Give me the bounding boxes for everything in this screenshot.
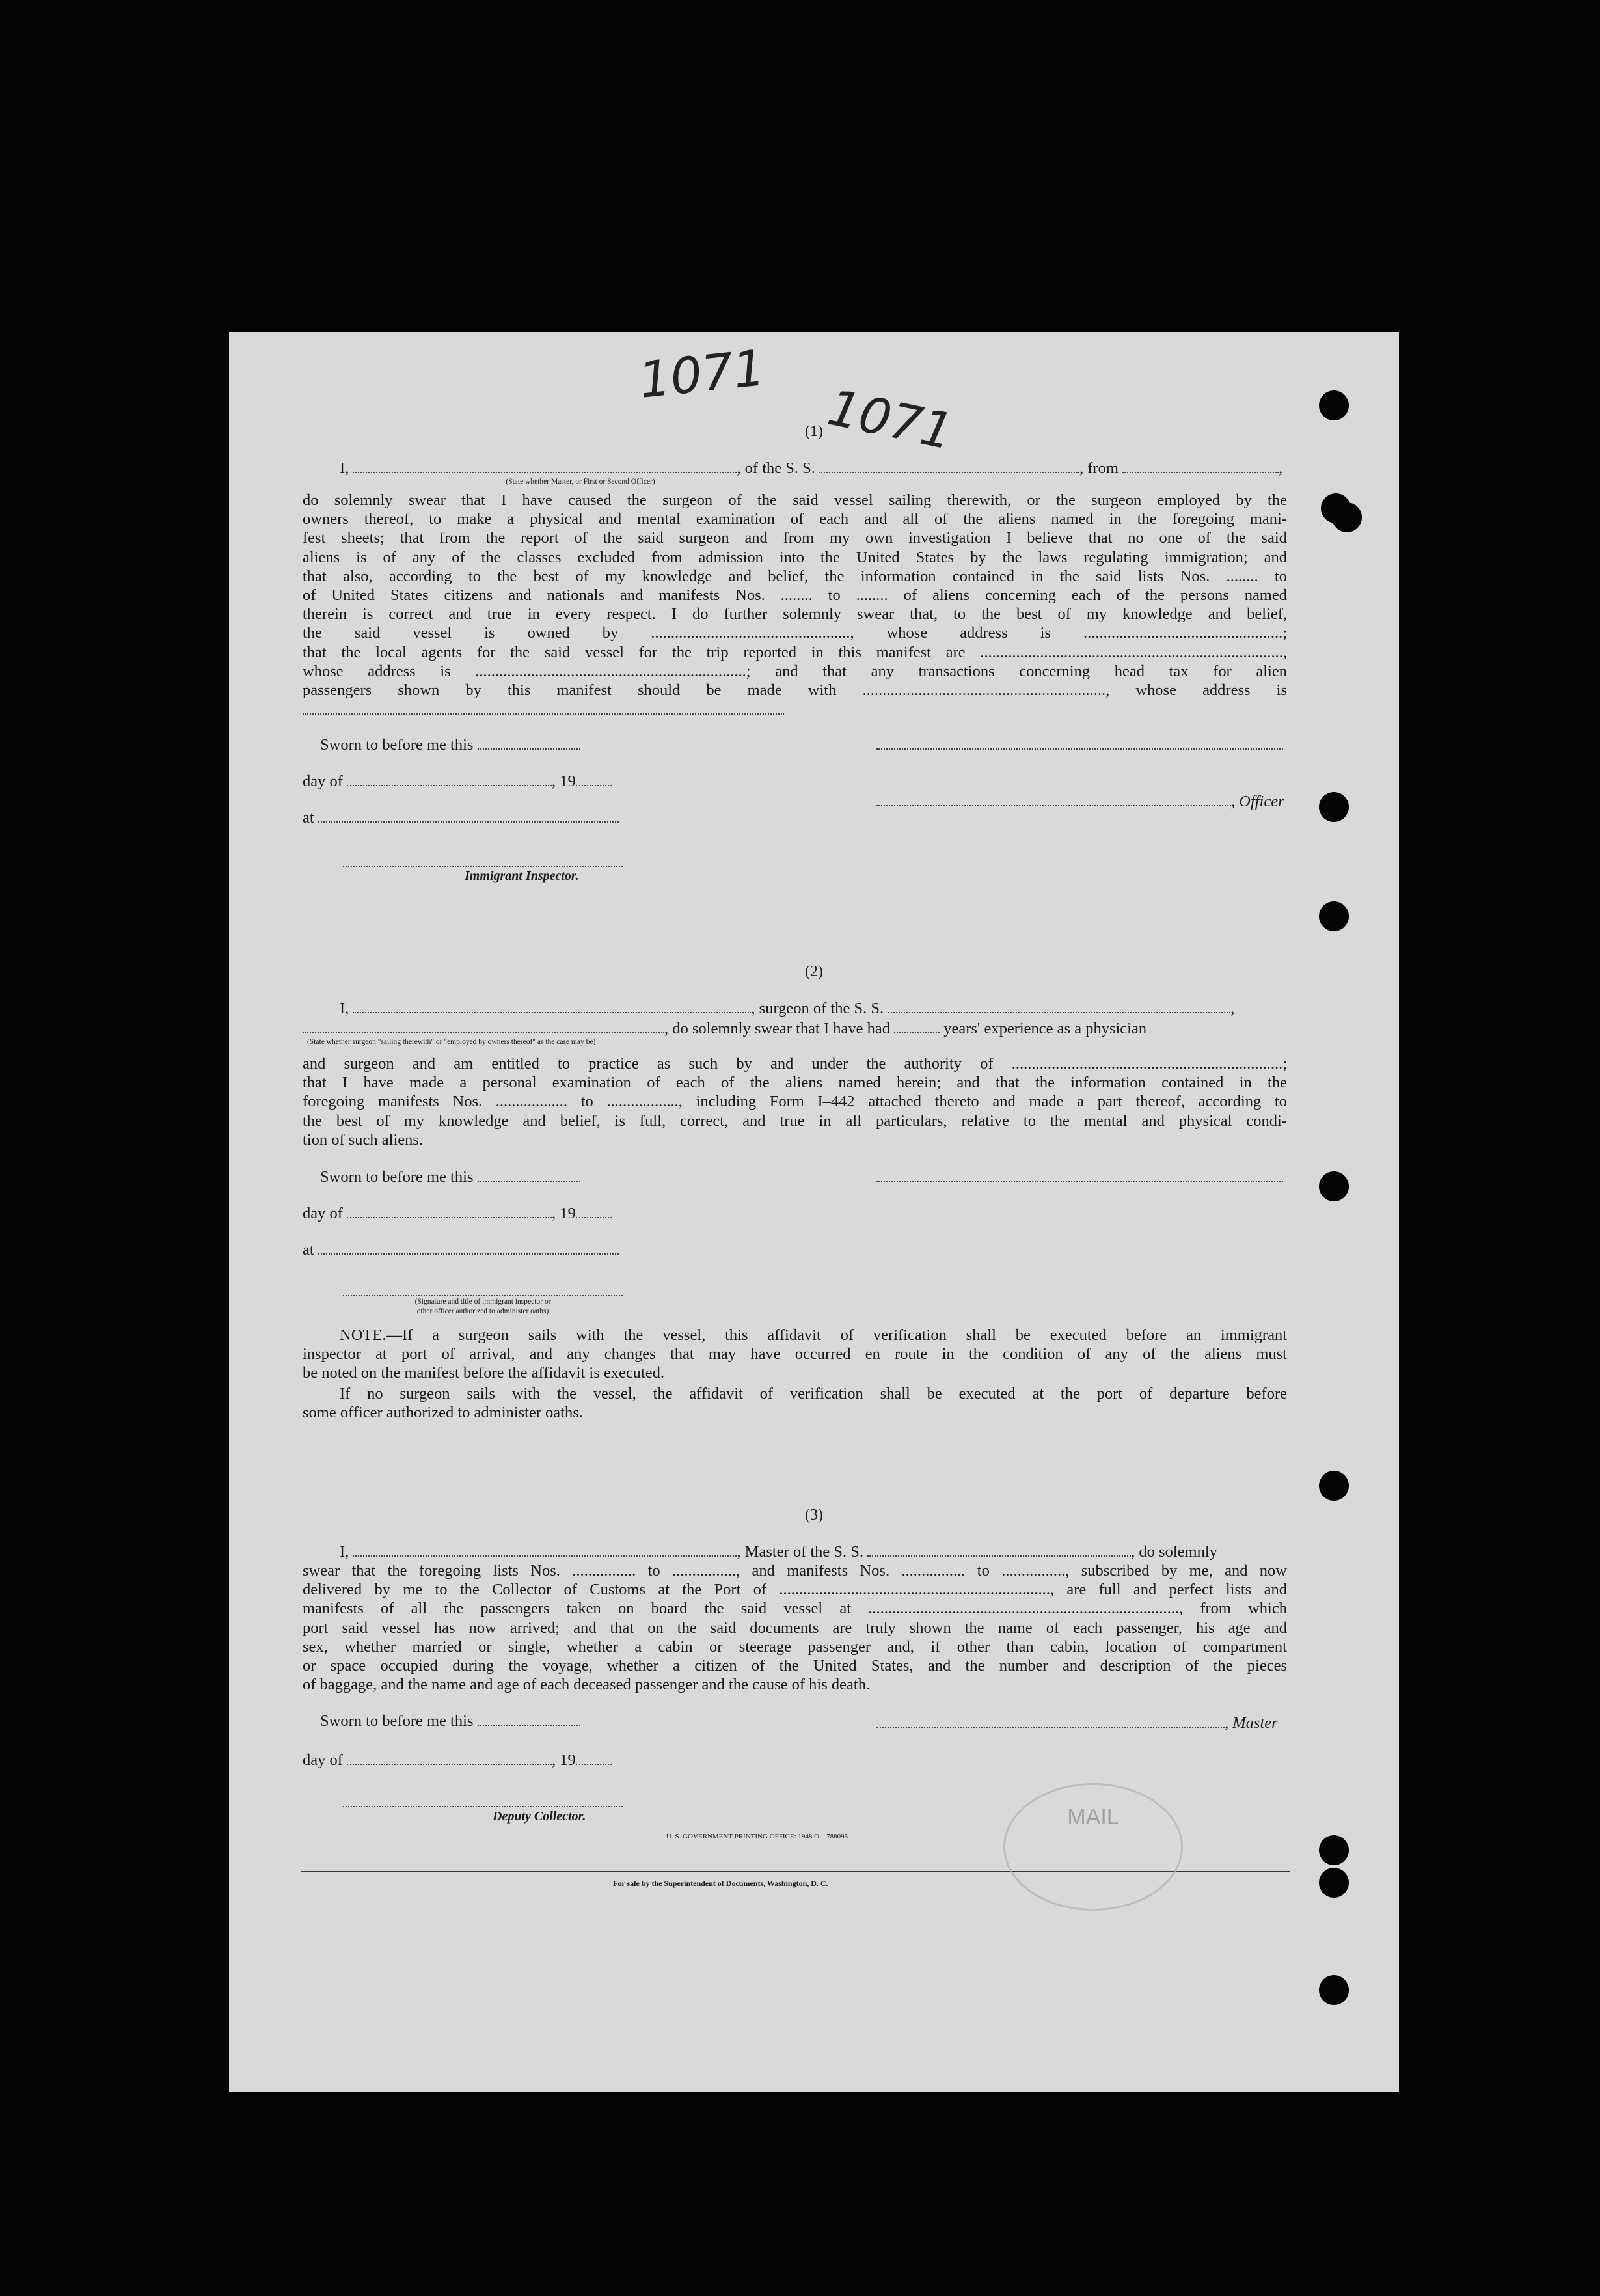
section-1-day-line: day of , 19 (303, 772, 612, 791)
binder-hole (1319, 390, 1349, 420)
binder-hole (1319, 1471, 1349, 1501)
signature-note-2: other officer authorized to administer oaths) (416, 1307, 549, 1315)
section-2-at-line: at (303, 1240, 619, 1259)
section-3-oath-text: swear that the foregoing lists Nos. ................ to ................, and manifests Nos. ................ to ................, subscribed by me, and now delivered by me to the Collector of Customs at the Port of ...................................................................., are full and perfect lists and manifests of all the passengers taken on board the said vessel at .............................................................................., from which port said vessel has now arrived; and that on the said documents are truly shown the name of each passenger, his age and sex, whether married or single, whether a cabin or steerage passenger and, if other than cabin, location of compartment or space occupied during the voyage, whether a citizen of the United States, and the number and description of the pieces of baggage, and the name and age of each deceased passenger and the cause of his death. (303, 1562, 1287, 1694)
binder-hole (1319, 1835, 1349, 1865)
section-2-day-line: day of , 19 (303, 1204, 612, 1223)
binder-hole (1332, 502, 1362, 532)
immigrant-inspector-label: Immigrant Inspector. (465, 869, 579, 883)
handwritten-number-2: 1071 (822, 377, 958, 461)
section-1-at-line: at (303, 808, 619, 827)
officer-title-field (353, 460, 737, 473)
officer-label-line: , Officer (876, 792, 1284, 811)
deputy-collector-label: Deputy Collector. (493, 1809, 586, 1824)
section-1-first-line: I, , of the S. S. , from , (340, 459, 1283, 477)
no-surgeon-note-text: If no surgeon sails with the vessel, the affidavit of verification shall be executed at the port of departure before some officer authorized to administer oaths. (303, 1385, 1287, 1422)
binder-hole (1319, 1975, 1349, 2005)
section-2-number: (2) (805, 963, 823, 980)
surgeon-signature-line (876, 1168, 1283, 1186)
signature-note-1: (Signature and title of immigrant inspector or (414, 1298, 551, 1305)
officer-title-note: (State whether Master, or First or Second Officer) (506, 478, 655, 485)
surgeon-status-note: (State whether surgeon "sailing therewith" or "employed by owners thereof" as the case may be) (307, 1038, 596, 1046)
handwritten-number-1: 1071 (636, 338, 768, 409)
printing-office-line: U. S. GOVERNMENT PRINTING OFFICE: 1948 O—788095 (666, 1833, 848, 1840)
section-2-oath-text: and surgeon and am entitled to practice as such by and under the authority of ....................................................................; that I have made a personal examination of each of the aliens named herein; and that the information contained in the foregoing manifests Nos. .................. to .................., including Form I–442 attached thereto and made a part thereof, according to the best of my knowledge and belief, is full, correct, and true in all particulars, relative to the mental and physical condi- tion of such aliens. (303, 1055, 1287, 1149)
vessel-name-field (819, 460, 1079, 473)
section-3-sworn-line: Sworn to before me this (320, 1712, 580, 1730)
section-3-first-line: I, , Master of the S. S. , do solemnly (340, 1543, 1217, 1561)
section-1-oath-text: do solemnly swear that I have caused the surgeon of the said vessel sailing therewith, or the surgeon employed by the owners thereof, to make a physical and mental examination of each and all of the aliens named in the foregoing mani- fest sheets; that from the report of the said surgeon and from my own investigation I believe that no one of the said aliens is of any of the classes excluded from admission into the United States by the laws regulating immigration; and that also, according to the best of my knowledge and belief, the information contained in the said lists Nos. ........ to of United States citizens and nationals and manifests Nos. ........ to ........ of aliens concerning each of the persons named therein is correct and true in every respect. I do further solemnly swear that, to the best of my knowledge and belief, the said vessel is owned by .................................................., whose address is ..................................................; that the local agents for the said vessel for the trip reported in this manifest are ............................................................................, whose address is ....................................................................; and that any transactions concerning head tax for alien passengers shown by this manifest should be made with ............................................................., whose address is (303, 491, 1287, 700)
surgeon-note-text: NOTE.—If a surgeon sails with the vessel, this affidavit of verification shall be executed before an immigrant inspector at port of arrival, and any changes that may have occurred en route in the condition of any of the aliens must be noted on the manifest before the affidavit is executed. (303, 1326, 1287, 1382)
section-2-second-line: , do solemnly swear that I have had years' experience as a physician (303, 1019, 1146, 1038)
section-1-sworn-line: Sworn to before me this (320, 735, 580, 754)
binder-hole (1319, 1171, 1349, 1201)
postal-stamp: MAIL (1003, 1783, 1183, 1911)
section-2-first-line: I, , surgeon of the S. S. , (340, 1000, 1235, 1017)
manifest-affidavit-page (229, 332, 1399, 2092)
section-1-number: (1) (805, 423, 823, 440)
officer-signature-line (876, 735, 1283, 754)
section-1-continuation (303, 700, 784, 719)
section-2-sworn-line: Sworn to before me this (320, 1168, 580, 1186)
binder-hole (1319, 901, 1349, 931)
for-sale-line: For sale by the Superintendent of Documents, Washington, D. C. (613, 1879, 828, 1888)
section-3-day-line: day of , 19 (303, 1751, 612, 1770)
section-3-number: (3) (805, 1507, 823, 1524)
master-signature-line: , Master (876, 1714, 1278, 1732)
binder-hole (1319, 792, 1349, 822)
departure-port-field (1122, 460, 1279, 473)
binder-hole (1319, 1868, 1349, 1898)
